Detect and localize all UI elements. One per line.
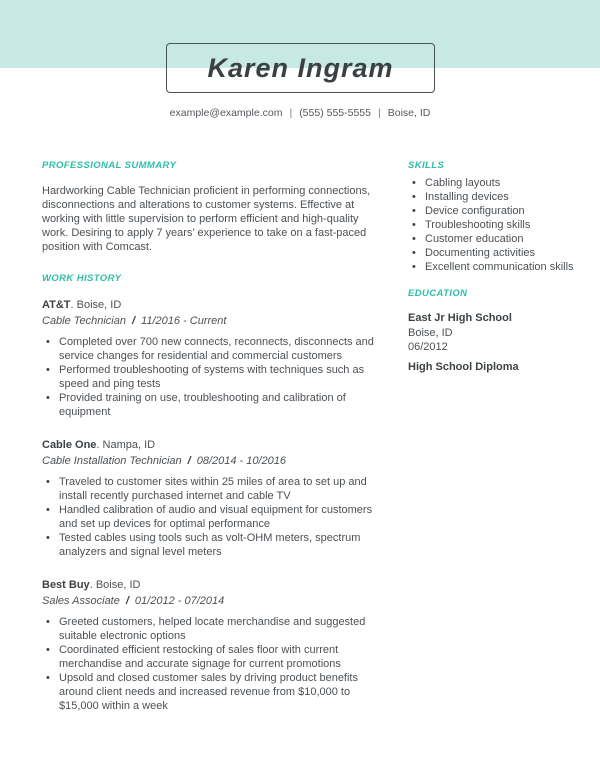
title-date-separator: /	[187, 455, 191, 467]
job-title: Sales Associate	[42, 595, 120, 607]
job-title: Cable Installation Technician	[42, 455, 182, 467]
job-bullet: • Traveled to customer sites within 25 miles of area to set up and install recently purchased internet and cable TV	[42, 475, 374, 503]
company-separator: .	[89, 579, 96, 591]
education-degree: High School Diploma	[408, 361, 519, 373]
job-bullet: • Handled calibration of audio and visual equipment for customers and set up devices for optimal performance	[42, 503, 374, 531]
education-entry	[408, 311, 576, 375]
skill-item: • Excellent communication skills	[408, 260, 576, 274]
education-school: East Jr High School	[408, 312, 512, 324]
job-bullet: • Completed over 700 new connects, reconnects, disconnects and service changes for residential and commercial customers	[42, 335, 374, 363]
job-entry	[42, 438, 374, 559]
job-bullet: • Provided training on use, troubleshooting and calibration of equipment	[42, 391, 374, 419]
name-box	[166, 43, 435, 93]
contact-separator: |	[378, 107, 381, 119]
skill-item: • Device configuration	[408, 204, 576, 218]
title-date-separator: /	[125, 595, 129, 607]
education-date: 06/2012	[408, 341, 448, 353]
skill-item: • Customer education	[408, 232, 576, 246]
job-bullet: • Upsold and closed customer sales by driving product benefits around client needs and increased revenue from $10,000 to $15,000 within a week	[42, 671, 374, 713]
section-heading-professional-summary: PROFESSIONAL SUMMARY	[42, 160, 177, 171]
job-bullet: • Performed troubleshooting of systems with techniques such as speed and ping tests	[42, 363, 374, 391]
job-title-line	[42, 313, 374, 329]
skill-item: • Installing devices	[408, 190, 576, 204]
job-company-line	[42, 578, 374, 593]
job-location: Nampa, ID	[102, 439, 156, 451]
professional-summary-text: Hardworking Cable Technician proficient in performing connections, disconnections and alterations to customer systems. Effective at working with little supervision to perform efficient and high-quality work. Desiring to apply 7 years’ experience to take on a fast-paced position with Comcast.	[42, 185, 371, 253]
company-separator: .	[70, 299, 77, 311]
education-location: Boise, ID	[408, 327, 453, 339]
job-company-line	[42, 298, 374, 313]
contact-phone: (555) 555-5555	[299, 107, 371, 119]
section-heading-skills: SKILLS	[408, 160, 445, 171]
skills-list	[408, 176, 576, 274]
job-title: Cable Technician	[42, 315, 126, 327]
job-company: Cable One	[42, 439, 97, 451]
contact-email: example@example.com	[169, 107, 283, 119]
candidate-name: Karen Ingram	[207, 52, 394, 83]
job-title-line	[42, 593, 374, 609]
right-column	[408, 160, 576, 375]
left-column	[42, 160, 374, 713]
job-dates: 08/2014 - 10/2016	[196, 455, 287, 467]
job-bullet: • Coordinated efficient restocking of sales floor with current merchandise and accurate signage for current promotions	[42, 643, 374, 671]
job-bullet-list	[42, 335, 374, 419]
job-bullet-list	[42, 615, 374, 713]
job-dates: 11/2016 - Current	[141, 315, 227, 327]
job-company: Best Buy	[42, 579, 90, 591]
job-bullet: • Greeted customers, helped locate merchandise and suggested suitable electronic options	[42, 615, 374, 643]
skill-item: • Documenting activities	[408, 246, 576, 260]
contact-separator: |	[289, 107, 293, 119]
job-company-line	[42, 438, 374, 453]
job-location: Boise, ID	[95, 579, 141, 591]
job-bullet: • Tested cables using tools such as volt-OHM meters, spectrum analyzers and signal level meters	[42, 531, 374, 559]
company-separator: .	[96, 439, 103, 451]
section-heading-work-history: WORK HISTORY	[42, 273, 122, 284]
job-location: Boise, ID	[76, 299, 122, 311]
skill-item: • Cabling layouts	[408, 176, 576, 190]
job-title-line	[42, 453, 374, 469]
section-heading-education: EDUCATION	[408, 288, 468, 299]
skill-item: • Troubleshooting skills	[408, 218, 576, 232]
job-entry	[42, 578, 374, 713]
contact-location: Boise, ID	[387, 107, 431, 119]
job-company: AT&T	[42, 299, 71, 311]
job-dates: 01/2012 - 07/2014	[134, 595, 225, 607]
contact-line	[0, 107, 600, 119]
job-entry	[42, 298, 374, 419]
job-bullet-list	[42, 475, 374, 559]
title-date-separator: /	[131, 315, 136, 327]
